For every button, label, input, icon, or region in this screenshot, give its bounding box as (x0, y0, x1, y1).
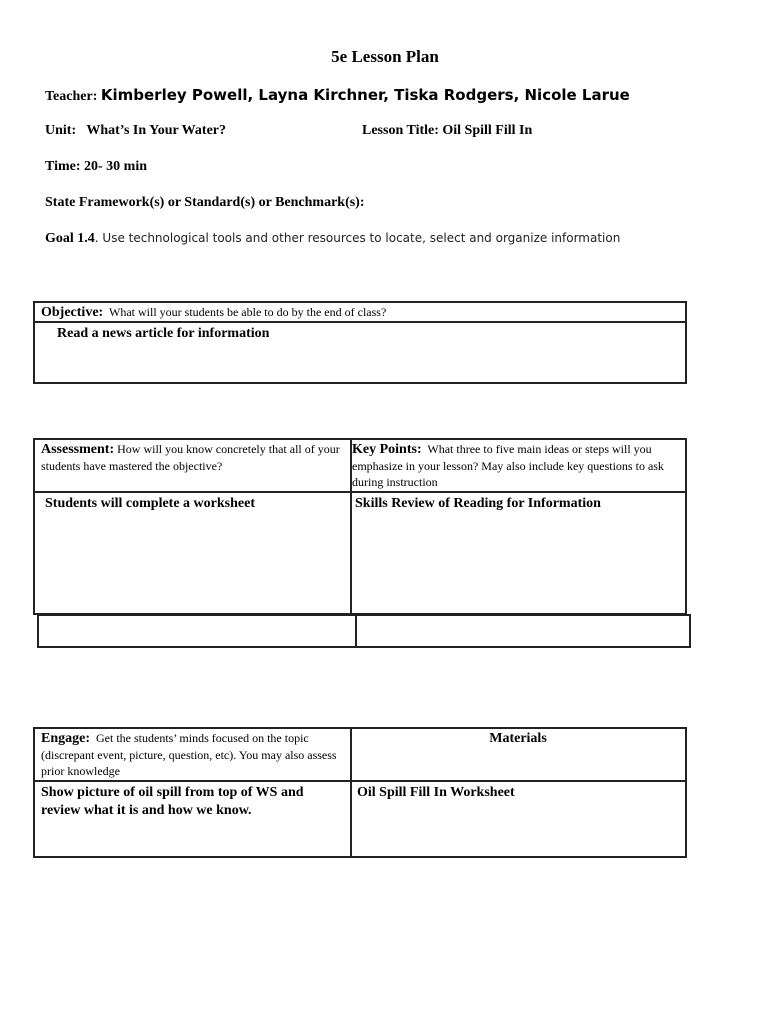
objective-table (33, 301, 687, 384)
teacher-line (45, 86, 630, 105)
engage-header (35, 729, 349, 780)
key-points-header (351, 440, 685, 491)
lesson-title-line (362, 123, 532, 139)
materials-header (351, 729, 685, 748)
key-points-label: Key Points: (352, 442, 422, 457)
assessment-label: Assessment: (41, 442, 115, 457)
goal-text: . Use technological tools and other resources to locate, select and organize information (94, 231, 621, 245)
key-points-answer: Skills Review of Reading for Information (355, 496, 601, 511)
engage-prompt: Get the students’ minds focused on the topic (discrepant event, picture, question, etc). You may also assess prior knowledge (41, 731, 337, 778)
goal-label: Goal 1.4 (45, 231, 95, 246)
objective-prompt: What will your students be able to do by the end of class? (109, 305, 387, 319)
time-line: Time: 20- 30 min (45, 159, 148, 174)
engage-answer: Show picture of oil spill from top of WS and review what it is and how we know. (41, 785, 304, 818)
assessment-keypoints-table (33, 438, 687, 615)
goal-line (45, 231, 620, 247)
engage-materials-table (33, 727, 687, 858)
page-title: 5e Lesson Plan (331, 47, 439, 66)
materials-label: Materials (489, 731, 547, 746)
assessment-header (35, 440, 349, 475)
engage-label: Engage: (41, 731, 90, 746)
unit-value: What’s In Your Water? (86, 123, 226, 138)
standards-line: State Framework(s) or Standard(s) or Benchmark(s): (45, 195, 365, 210)
unit-label: Unit: (45, 123, 77, 138)
teacher-label: Teacher: (45, 89, 98, 104)
objective-header (35, 303, 685, 321)
assessment-answer: Students will complete a worksheet (45, 496, 255, 511)
empty-row-table (37, 614, 691, 648)
assessment-prompt: How will you know concretely that all of your students have mastered the objective? (41, 442, 340, 473)
empty-row-divider (355, 616, 357, 646)
objective-answer: Read a news article for information (57, 326, 270, 341)
lesson-title-value: Oil Spill Fill In (442, 123, 533, 138)
lesson-title-label: Lesson Title: (362, 123, 439, 138)
materials-answer: Oil Spill Fill In Worksheet (357, 785, 515, 800)
key-points-prompt: What three to five main ideas or steps will you emphasize in your lesson? May also include key questions to ask during instruction (352, 442, 664, 489)
objective-label: Objective: (41, 305, 104, 320)
unit-line (45, 123, 226, 139)
teacher-names: Kimberley Powell, Layna Kirchner, Tiska Rodgers, Nicole Larue (100, 86, 630, 104)
